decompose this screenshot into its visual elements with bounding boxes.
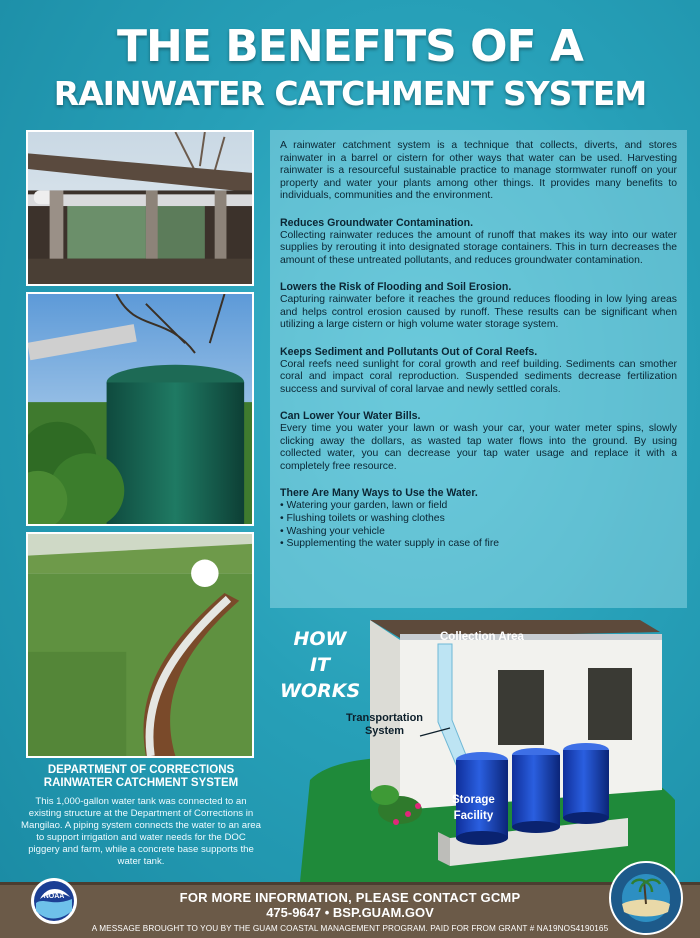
benefits-panel — [270, 130, 687, 608]
caption-title-line-1: DEPARTMENT OF CORRECTIONS — [47, 764, 235, 776]
footer-contact-info: 475-9647 • BSP.GUAM.GOV — [266, 905, 434, 920]
caption-title — [20, 764, 262, 790]
label-storage-line-2: Facility — [453, 810, 494, 822]
list-item: • Watering your garden, lawn or field — [280, 500, 448, 511]
how-line-3: WORKS — [280, 680, 361, 702]
title-line-1: THE BENEFITS OF A — [117, 21, 583, 72]
list-item: • Supplementing the water supply in case of fire — [280, 538, 500, 550]
uses-list — [280, 500, 677, 551]
noaa-logo-icon — [30, 877, 78, 925]
section-body: Capturing rainwater before it reaches the ground reduces flooding in low lying areas and helps control erosion caused by runoff. These results can be significant when utilizing a large cistern or high volume water storage system. — [280, 294, 677, 330]
how-line-1: HOW — [293, 628, 347, 650]
section-body: Collecting rainwater reduces the amount of runoff that makes its way into our water supplies by rerouting it into designated storage containers. This in turn decreases the amount of these untreated pollutants, and reduces groundwater contamination. — [280, 229, 677, 266]
section-heading: Lowers the Risk of Flooding and Soil Erosion. — [280, 281, 512, 293]
section-body: Coral reefs need sunlight for coral growth and reef building. Sediments can smother coral and impact coral reproduction. Suspended sediments decrease fertilization success and survival of coral larvae and newly settled corals. — [280, 358, 677, 395]
label-collection-area: Collection Area — [440, 631, 524, 643]
photo-pipe-trench — [26, 532, 254, 758]
title-line-2: RAINWATER CATCHMENT SYSTEM — [53, 74, 647, 113]
footer-contact-heading: FOR MORE INFORMATION, PLEASE CONTACT GCMP — [179, 890, 521, 905]
label-storage-facility — [452, 792, 495, 824]
section-heading: Can Lower Your Water Bills. — [280, 410, 421, 422]
photo-water-tank — [26, 292, 254, 526]
section-body: Every time you water your lawn or wash your car, your water meter spins, slowly clicking away the dollars, as wasted tap water flows into the ground. By using collected water, you can decrease your tap water usage and replace it with a completely free resource. — [280, 423, 677, 472]
photo-shed-gutter — [26, 130, 254, 286]
label-transportation-system — [346, 712, 423, 738]
section-heading: Reduces Groundwater Contamination. — [280, 216, 474, 229]
footer — [0, 882, 700, 938]
label-transportation-line-2: System — [364, 725, 405, 737]
how-it-works-diagram — [300, 610, 680, 882]
caption-body: This 1,000-gallon water tank was connected to an existing structure at the Department of Corrections in Mangilao. A piping system connects the water to an area to support irrigation and water needs for the DOC piggery and farm, while a concrete base supports the water tank. — [21, 796, 261, 867]
list-item: • Flushing toilets or washing clothes — [280, 512, 445, 524]
noaa-logo-text: NOAA — [43, 893, 65, 900]
gcmp-seal-icon — [608, 860, 684, 936]
how-line-2: IT — [309, 654, 331, 676]
poster-title — [0, 22, 700, 114]
intro-text: A rainwater catchment system is a technique that collects, diverts, and stores rainwater in a barrel or cistern for other ways that water can be used. Harvesting rainwater is a resourceful sustainable practice to manage stormwater runoff on your property and water your plants among other things. It provides many benefits to individuals, communities and the environment. — [280, 140, 677, 201]
label-transportation-line-1: Transportation — [346, 712, 424, 724]
list-item: • Washing your vehicle — [280, 525, 385, 537]
section-heading: Keeps Sediment and Pollutants Out of Coral Reefs. — [280, 345, 538, 358]
label-storage-line-1: Storage — [452, 794, 495, 806]
footer-disclaimer: A MESSAGE BROUGHT TO YOU BY THE GUAM COASTAL MANAGEMENT PROGRAM. PAID FOR FROM GRANT # NA19NOS4190165 — [91, 924, 609, 933]
photo-caption — [20, 764, 262, 868]
caption-title-line-2: RAINWATER CATCHMENT SYSTEM — [43, 777, 239, 789]
uses-heading: There Are Many Ways to Use the Water. — [280, 487, 478, 499]
